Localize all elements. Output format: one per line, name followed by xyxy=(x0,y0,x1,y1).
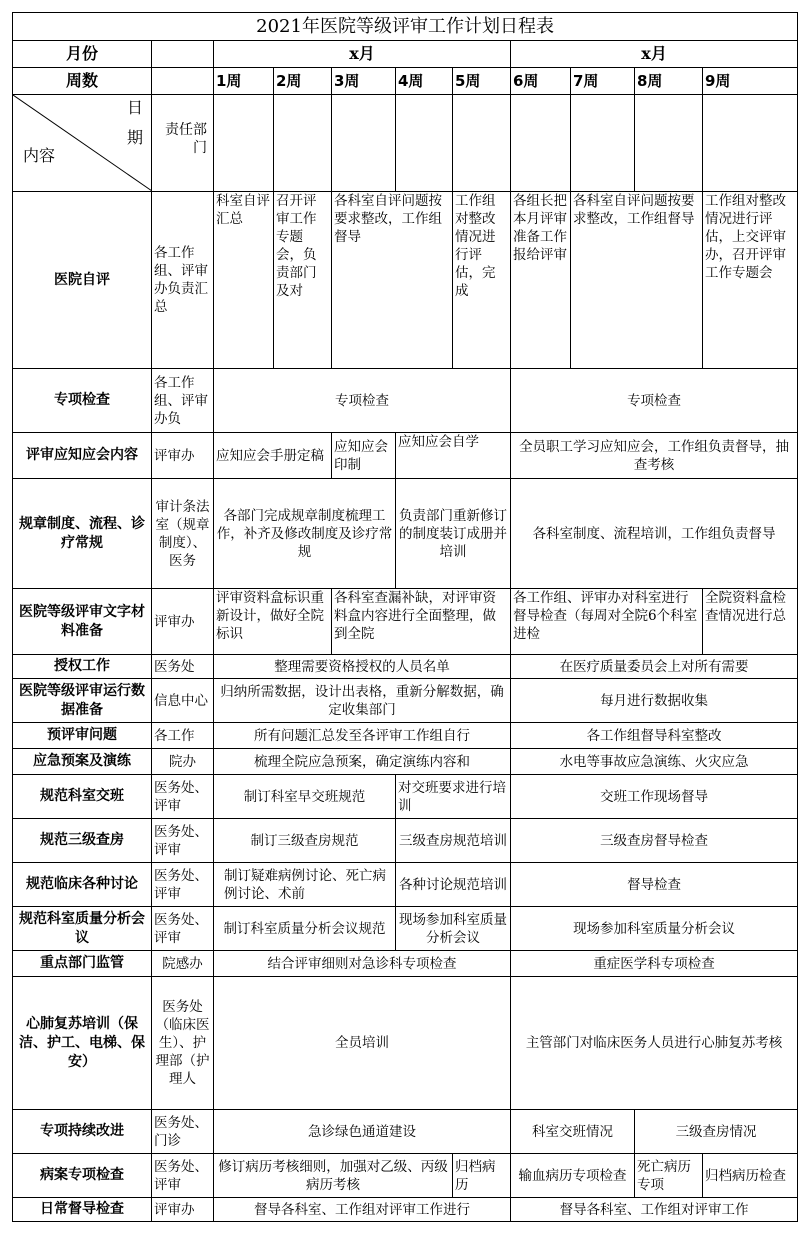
row-label-discussion: 规范临床各种讨论 xyxy=(13,863,152,907)
cell-knowledge-c: 应知应会自学 xyxy=(396,433,511,479)
row-label-daily: 日常督导检查 xyxy=(13,1198,152,1222)
cell-materials-b: 各科室查漏补缺，对评审资料盒内容进行全面整理，做到全院 xyxy=(332,589,511,655)
dept-rounds: 医务处、评审 xyxy=(152,819,214,863)
row-label-materials: 医院等级评审文字材料准备 xyxy=(13,589,152,655)
cell-rules-b: 负责部门重新修订的制度装订成册并培训 xyxy=(396,479,511,589)
empty-cell xyxy=(396,95,453,192)
row-label-authorization: 授权工作 xyxy=(13,655,152,679)
empty-cell xyxy=(703,95,798,192)
cell-improvement-a: 急诊绿色通道建设 xyxy=(214,1110,511,1154)
row-label-quality: 规范科室质量分析会议 xyxy=(13,907,152,951)
cell-improvement-b: 科室交班情况 xyxy=(511,1110,635,1154)
dept-records: 医务处、评审 xyxy=(152,1154,214,1198)
row-label-key-dept: 重点部门监管 xyxy=(13,951,152,977)
dept-knowledge: 评审办 xyxy=(152,433,214,479)
row-label-special-check: 专项检查 xyxy=(13,369,152,433)
cell-discussion-b: 各种讨论规范培训 xyxy=(396,863,511,907)
dept-special-check: 各工作组、评审办负 xyxy=(152,369,214,433)
content-label: 内容 xyxy=(23,146,56,165)
dept-discussion: 医务处、评审 xyxy=(152,863,214,907)
cell-handover-c: 交班工作现场督导 xyxy=(511,775,798,819)
cell-self-eval-w9: 工作组对整改情况进行评估，上交评审办，召开评审工作专题会 xyxy=(703,192,798,369)
week-4: 4周 xyxy=(396,68,453,95)
week-7: 7周 xyxy=(571,68,635,95)
dept-daily: 评审办 xyxy=(152,1198,214,1222)
empty-cell xyxy=(214,95,274,192)
row-label-self-eval: 医院自评 xyxy=(13,192,152,369)
empty-cell xyxy=(332,95,396,192)
cell-materials-a: 评审资料盒标识重新设计，做好全院标识 xyxy=(214,589,332,655)
cell-materials-d: 全院资料盒检查情况进行总 xyxy=(703,589,798,655)
cell-quality-c: 现场参加科室质量分析会议 xyxy=(511,907,798,951)
empty-cell xyxy=(571,95,635,192)
date-content-corner xyxy=(13,95,152,192)
cell-rules-c: 各科室制度、流程培训，工作组负责督导 xyxy=(511,479,798,589)
cell-self-eval-w78: 各科室自评问题按要求整改，工作组督导 xyxy=(571,192,703,369)
cell-handover-b: 对交班要求进行培训 xyxy=(396,775,511,819)
row-label-rules: 规章制度、流程、诊疗常规 xyxy=(13,479,152,589)
dept-handover: 医务处、评审 xyxy=(152,775,214,819)
empty-cell xyxy=(635,95,703,192)
cell-quality-a: 制订科室质量分析会议规范 xyxy=(214,907,396,951)
cell-cpr-a: 全员培训 xyxy=(214,977,511,1110)
cell-special-check-b: 专项检查 xyxy=(511,369,798,433)
cell-rounds-a: 制订三级查房规范 xyxy=(214,819,396,863)
dept-emergency: 院办 xyxy=(152,749,214,775)
cell-knowledge-d: 全员职工学习应知应会，工作组负责督导，抽查考核 xyxy=(511,433,798,479)
week-5: 5周 xyxy=(453,68,511,95)
cell-self-eval-w6: 各组长把本月评审准备工作报给评审 xyxy=(511,192,571,369)
date-char-2: 期 xyxy=(126,128,143,147)
cell-discussion-c: 督导检查 xyxy=(511,863,798,907)
cell-authorization-a: 整理需要资格授权的人员名单 xyxy=(214,655,511,679)
cell-knowledge-b: 应知应会印制 xyxy=(332,433,396,479)
week-blank xyxy=(152,68,214,95)
week-8: 8周 xyxy=(635,68,703,95)
month-header: 月份 xyxy=(13,41,152,68)
cell-rounds-c: 三级查房督导检查 xyxy=(511,819,798,863)
row-label-data-prep: 医院等级评审运行数据准备 xyxy=(13,679,152,723)
cell-key-dept-a: 结合评审细则对急诊科专项检查 xyxy=(214,951,511,977)
cell-self-eval-w5: 工作组对整改情况进行评估，完成 xyxy=(453,192,511,369)
cell-discussion-a: 制订疑难病例讨论、死亡病例讨论、术前 xyxy=(214,863,396,907)
row-label-rounds: 规范三级查房 xyxy=(13,819,152,863)
cell-self-eval-w2: 召开评审工作专题会，负责部门及对 xyxy=(274,192,332,369)
row-label-records: 病案专项检查 xyxy=(13,1154,152,1198)
row-label-pre-review: 预评审问题 xyxy=(13,723,152,749)
cell-pre-review-a: 所有问题汇总发至各评审工作组自行 xyxy=(214,723,511,749)
cell-daily-b: 督导各科室、工作组对评审工作 xyxy=(511,1198,798,1222)
cell-handover-a: 制订科室早交班规范 xyxy=(214,775,396,819)
cell-materials-c: 各工作组、评审办对科室进行督导检查（每周对全院6个科室进检 xyxy=(511,589,703,655)
schedule-sheet xyxy=(12,12,798,1222)
cell-special-check-a: 专项检查 xyxy=(214,369,511,433)
table-title: 2021年医院等级评审工作计划日程表 xyxy=(13,13,798,41)
cell-authorization-b: 在医疗质量委员会上对所有需要 xyxy=(511,655,798,679)
dept-key-dept: 院感办 xyxy=(152,951,214,977)
empty-cell xyxy=(511,95,571,192)
cell-data-prep-b: 每月进行数据收集 xyxy=(511,679,798,723)
row-label-emergency: 应急预案及演练 xyxy=(13,749,152,775)
dept-header: 责任部门 xyxy=(152,95,214,192)
row-label-improvement: 专项持续改进 xyxy=(13,1110,152,1154)
dept-data-prep: 信息中心 xyxy=(152,679,214,723)
cell-rules-a: 各部门完成规章制度梳理工作，补齐及修改制度及诊疗常规 xyxy=(214,479,396,589)
week-3: 3周 xyxy=(332,68,396,95)
cell-self-eval-w34: 各科室自评问题按要求整改，工作组督导 xyxy=(332,192,453,369)
cell-cpr-b: 主管部门对临床医务人员进行心肺复苏考核 xyxy=(511,977,798,1110)
cell-self-eval-w1: 科室自评汇总 xyxy=(214,192,274,369)
cell-rounds-b: 三级查房规范培训 xyxy=(396,819,511,863)
week-6: 6周 xyxy=(511,68,571,95)
schedule-table xyxy=(12,12,798,1222)
month-blank xyxy=(152,41,214,68)
empty-cell xyxy=(453,95,511,192)
dept-quality: 医务处、评审 xyxy=(152,907,214,951)
cell-records-a: 修订病历考核细则，加强对乙级、丙级病历考核 xyxy=(214,1154,453,1198)
cell-records-c: 输血病历专项检查 xyxy=(511,1154,635,1198)
month-2: x月 xyxy=(511,41,798,68)
dept-self-eval: 各工作组、评审办负责汇总 xyxy=(152,192,214,369)
dept-rules: 审计条法室（规章制度）、医务 xyxy=(152,479,214,589)
cell-emergency-b: 水电等事故应急演练、火灾应急 xyxy=(511,749,798,775)
cell-records-d: 死亡病历专项 xyxy=(635,1154,703,1198)
week-header: 周数 xyxy=(13,68,152,95)
cell-records-b: 归档病历 xyxy=(453,1154,511,1198)
dept-materials: 评审办 xyxy=(152,589,214,655)
dept-pre-review: 各工作 xyxy=(152,723,214,749)
dept-cpr: 医务处（临床医生）、护理部（护理人 xyxy=(152,977,214,1110)
cell-emergency-a: 梳理全院应急预案，确定演练内容和 xyxy=(214,749,511,775)
empty-cell xyxy=(274,95,332,192)
cell-records-e: 归档病历检查 xyxy=(703,1154,798,1198)
week-1: 1周 xyxy=(214,68,274,95)
cell-daily-a: 督导各科室、工作组对评审工作进行 xyxy=(214,1198,511,1222)
cell-knowledge-a: 应知应会手册定稿 xyxy=(214,433,332,479)
month-1: x月 xyxy=(214,41,511,68)
cell-pre-review-b: 各工作组督导科室整改 xyxy=(511,723,798,749)
date-char-1: 日 xyxy=(126,98,143,117)
week-9: 9周 xyxy=(703,68,798,95)
cell-key-dept-b: 重症医学科专项检查 xyxy=(511,951,798,977)
cell-data-prep-a: 归纳所需数据，设计出表格，重新分解数据，确定收集部门 xyxy=(214,679,511,723)
cell-quality-b: 现场参加科室质量分析会议 xyxy=(396,907,511,951)
row-label-cpr: 心肺复苏培训（保洁、护工、电梯、保安） xyxy=(13,977,152,1110)
row-label-knowledge: 评审应知应会内容 xyxy=(13,433,152,479)
row-label-handover: 规范科室交班 xyxy=(13,775,152,819)
cell-improvement-c: 三级查房情况 xyxy=(635,1110,798,1154)
dept-improvement: 医务处、门诊 xyxy=(152,1110,214,1154)
week-2: 2周 xyxy=(274,68,332,95)
dept-authorization: 医务处 xyxy=(152,655,214,679)
